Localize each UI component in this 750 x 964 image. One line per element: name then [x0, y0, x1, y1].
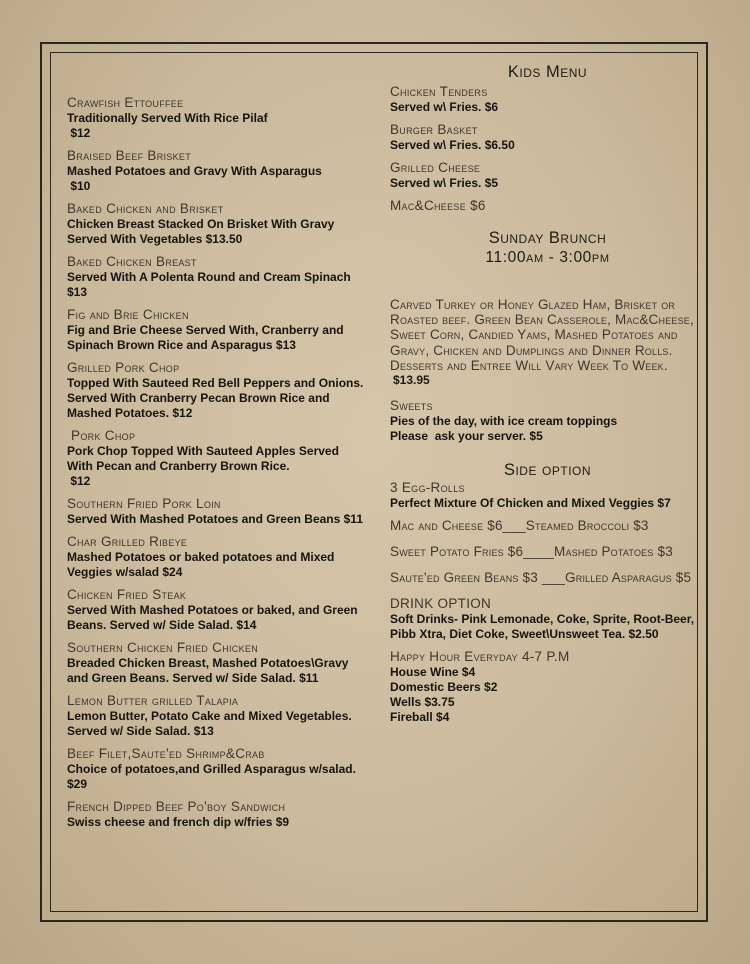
item-desc: Pork Chop Topped With Sauteed Apples Served With Pecan and Cranberry Brown Rice. — [67, 444, 339, 473]
menu-item — [67, 95, 367, 141]
item-name: Crawfish Ettouffee — [67, 95, 184, 110]
brunch-desc: Carved Turkey or Honey Glazed Ham, Brisket or Roasted beef. Green Bean Casserole, Mac&Cheese, Sweet Corn, Candied Yams, Mashed Potatoes and Gravy, Chicken and Dumplings and Dinner Rolls. Desserts and Entree Will Vary Week To Week. — [390, 297, 694, 373]
item-desc: Served w\ Fries. $6 — [390, 100, 499, 114]
happy-line: Wells $3.75 — [390, 695, 455, 710]
item-desc: Perfect Mixture Of Chicken and Mixed Veggies $7 — [390, 496, 671, 511]
side-menu-column — [390, 62, 705, 732]
side-line: Saute'ed Green Beans $3 ___Grilled Asparagus $5 — [390, 570, 692, 586]
menu-item — [67, 640, 367, 686]
item-price: $12 — [67, 474, 91, 488]
sweets-item — [390, 398, 705, 444]
menu-item — [67, 587, 367, 633]
item-desc: Mashed Potatoes or baked potatoes and Mixed Veggies w/salad $24 — [67, 550, 335, 579]
side-line: Sweet Potato Fries $6____Mashed Potatoes $3 — [390, 544, 673, 560]
menu-item — [67, 148, 367, 194]
item-price: $10 — [67, 179, 91, 193]
kids-item — [390, 160, 705, 191]
item-name: Happy Hour Everyday 4-7 P.M — [390, 649, 570, 665]
item-desc: Traditionally Served With Rice Pilaf — [67, 111, 268, 125]
item-name: Char Grilled Ribeye — [67, 534, 188, 549]
item-desc: Served With A Polenta Round and Cream Spinach $13 — [67, 270, 351, 299]
item-desc: Mashed Potatoes and Gravy With Asparagus — [67, 164, 322, 178]
item-price: $29 — [67, 777, 88, 791]
side-option-title: Side option — [503, 461, 592, 480]
item-name: Fig and Brie Chicken — [67, 307, 189, 322]
kids-item — [390, 198, 705, 214]
item-desc: Chicken Breast Stacked On Brisket With Gravy Served With Vegetables $13.50 — [67, 217, 335, 246]
menu-item — [67, 254, 367, 300]
kids-item — [390, 84, 705, 115]
item-name: Southern Chicken Fried Chicken — [67, 640, 259, 655]
side-line: Mac and Cheese $6___Steamed Broccoli $3 — [390, 518, 649, 534]
brunch-price: $13.95 — [393, 373, 430, 388]
main-menu-column — [67, 95, 367, 837]
menu-item — [67, 534, 367, 580]
item-name: Mac&Cheese $6 — [390, 198, 486, 213]
menu-item — [67, 307, 367, 353]
item-name: Braised Beef Brisket — [67, 148, 192, 163]
item-desc: Served With Mashed Potatoes and Green Beans $11 — [67, 512, 363, 526]
item-name: Lemon Butter grilled Talapia — [67, 693, 239, 708]
item-desc: Pies of the day, with ice cream toppings — [390, 414, 618, 429]
brunch-time: 11:00am - 3:00pm — [485, 249, 610, 266]
item-desc: Breaded Chicken Breast, Mashed Potatoes\Gravy and Green Beans. Served w/ Side Salad. $11 — [67, 656, 349, 685]
item-name: Sweets — [390, 398, 433, 414]
menu-item — [67, 693, 367, 739]
item-name: French Dipped Beef Po'boy Sandwich — [67, 799, 286, 814]
item-desc: Please ask your server. $5 — [390, 429, 543, 444]
item-name: Grilled Pork Chop — [67, 360, 180, 375]
menu-item — [67, 360, 367, 421]
item-desc: Soft Drinks- Pink Lemonade, Coke, Sprite, Root-Beer, Pibb Xtra, Diet Coke, Sweet\Unsweet Tea. $2.50 — [390, 612, 695, 642]
item-price: $12 — [67, 126, 91, 140]
item-desc: Served With Mashed Potatoes or baked, and Green Beans. Served w/ Side Salad. $14 — [67, 603, 358, 632]
item-desc: Fig and Brie Cheese Served With, Cranberry and Spinach Brown Rice and Asparagus $13 — [67, 323, 344, 352]
side-item — [390, 480, 705, 511]
item-name: Baked Chicken and Brisket — [67, 201, 224, 216]
item-desc: Lemon Butter, Potato Cake and Mixed Vegetables. Served w/ Side Salad. $13 — [67, 709, 352, 738]
item-name: DRINK OPTION — [390, 596, 492, 612]
item-name: Chicken Tenders — [390, 84, 488, 99]
item-name: Chicken Fried Steak — [67, 587, 187, 602]
menu-item — [67, 799, 367, 830]
item-name: Southern Fried Pork Loin — [67, 496, 221, 511]
menu-item — [67, 428, 367, 489]
happy-line: Domestic Beers $2 — [390, 680, 498, 695]
item-desc: Served w\ Fries. $6.50 — [390, 138, 515, 152]
menu-item — [67, 746, 367, 792]
item-name: Burger Basket — [390, 122, 478, 137]
happy-line: House Wine $4 — [390, 665, 476, 680]
kids-item — [390, 122, 705, 153]
item-name: 3 Egg-Rolls — [390, 480, 465, 496]
item-name: Pork Chop — [67, 428, 136, 443]
item-name: Grilled Cheese — [390, 160, 481, 175]
menu-item — [67, 201, 367, 247]
kids-menu-title: Kids Menu — [507, 63, 588, 81]
drink-item — [390, 596, 705, 642]
item-desc: Choice of potatoes,and Grilled Asparagus w/salad. — [67, 762, 356, 776]
item-desc: Swiss cheese and french dip w/fries $9 — [67, 815, 290, 829]
item-desc: Topped With Sauteed Red Bell Peppers and Onions. Served With Cranberry Pecan Brown Rice and Mashed Potatoes. $12 — [67, 376, 364, 420]
menu-item — [67, 496, 367, 527]
item-desc: Served w\ Fries. $5 — [390, 176, 499, 190]
happy-hour-item — [390, 649, 705, 725]
brunch-title: Sunday Brunch — [488, 229, 607, 247]
happy-line: Fireball $4 — [390, 710, 450, 725]
item-name: Baked Chicken Breast — [67, 254, 197, 269]
item-name: Beef Filet,Saute'ed Shrimp&Crab — [67, 746, 265, 761]
